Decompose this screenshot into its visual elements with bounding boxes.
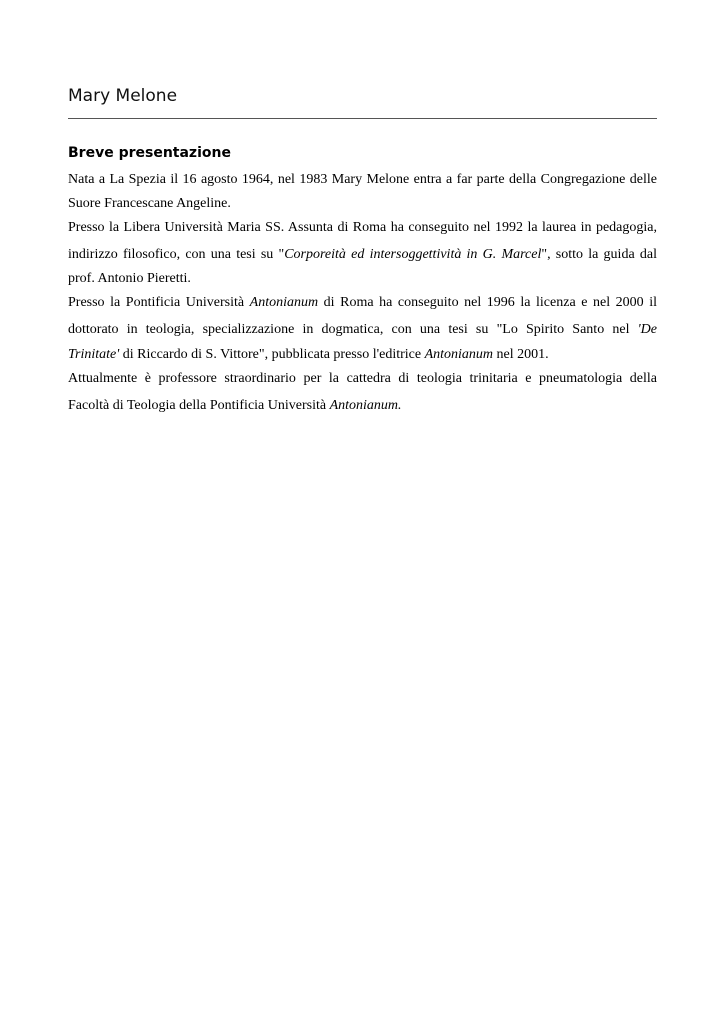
bio-text: nel 2001. bbox=[493, 347, 549, 362]
thesis-title: Corporeità ed intersoggettività in G. Marcel bbox=[284, 247, 542, 262]
bio-line bbox=[68, 219, 657, 237]
bio-text: dottorato in teologia, specializzazione in dogmatica, con una tesi su "Lo Spirito Santo nel bbox=[68, 322, 638, 337]
bio-text: Suore Francescane Angeline. bbox=[68, 196, 231, 211]
header-divider bbox=[68, 118, 657, 119]
bio-text: prof. Antonio Pieretti. bbox=[68, 271, 191, 286]
author-name: Mary Melone bbox=[68, 86, 178, 106]
bio-line bbox=[68, 246, 657, 264]
section-heading: Breve presentazione bbox=[68, 145, 231, 161]
bio-text: di Riccardo di S. Vittore", pubblicata presso l'editrice bbox=[119, 347, 425, 362]
bio-line bbox=[68, 346, 657, 364]
bio-text: Nata a La Spezia il 16 agosto 1964, nel 1983 Mary Melone entra a far parte della Congregazione delle bbox=[68, 172, 657, 187]
bio-line bbox=[68, 397, 657, 415]
thesis-title: 'De bbox=[637, 322, 657, 337]
bio-line bbox=[68, 294, 657, 312]
institution-name: Antonianum bbox=[249, 295, 319, 310]
bio-line bbox=[68, 270, 657, 288]
bio-text: Presso la Libera Università Maria SS. Assunta di Roma ha conseguito nel 1992 la laurea in pedagogia, bbox=[68, 220, 657, 235]
bio-text: Facoltà di Teologia della Pontificia Università bbox=[68, 398, 330, 413]
bio-line bbox=[68, 370, 657, 388]
bio-text: Presso la Pontificia Università bbox=[68, 295, 250, 310]
bio-text: ", sotto la guida dal bbox=[541, 247, 657, 262]
bio-text: di Roma ha conseguito nel 1996 la licenza e nel 2000 il bbox=[318, 295, 658, 310]
publisher-name: Antonianum bbox=[424, 347, 494, 362]
bio-text: Attualmente è professore straordinario per la cattedra di teologia trinitaria e pneumatologia della bbox=[68, 371, 657, 386]
bio-line bbox=[68, 195, 657, 213]
bio-line bbox=[68, 171, 657, 189]
thesis-title: Trinitate' bbox=[68, 347, 120, 362]
institution-name: Antonianum. bbox=[329, 398, 402, 413]
bio-text: indirizzo filosofico, con una tesi su " bbox=[68, 247, 285, 262]
bio-line bbox=[68, 321, 657, 339]
